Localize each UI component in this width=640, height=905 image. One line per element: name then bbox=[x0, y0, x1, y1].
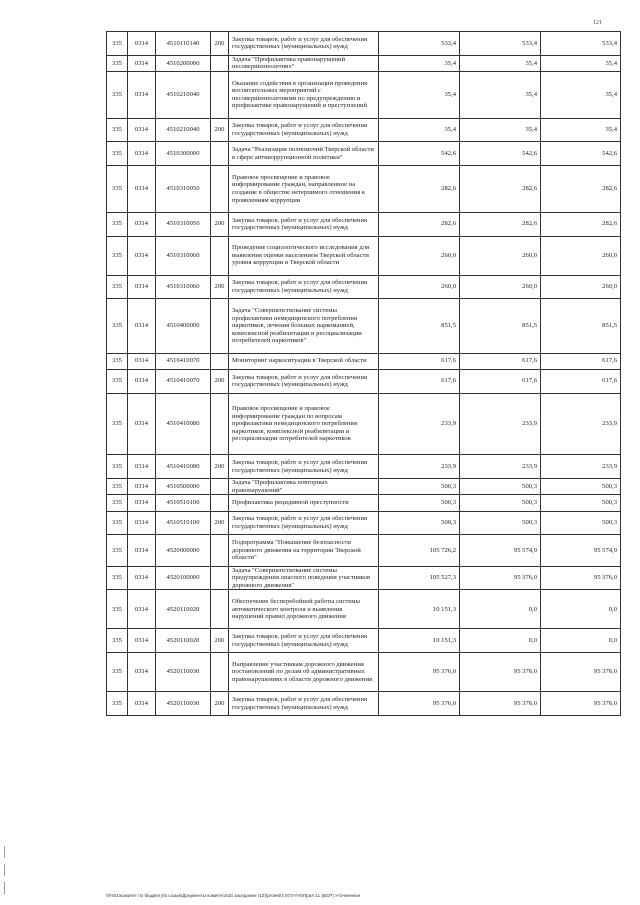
amount-year2-cell: 35,4 bbox=[460, 55, 541, 71]
expense-type-cell: 200 bbox=[211, 32, 229, 56]
item-name-cell: Мониторинг наркоситуации в Тверской области bbox=[229, 353, 379, 369]
amount-year2-cell: 233,9 bbox=[460, 393, 541, 455]
item-name-cell: Закупка товаров, работ и услуг для обеспечения государственных (муниципальных) нужд bbox=[229, 212, 379, 236]
expense-type-cell: 200 bbox=[211, 369, 229, 393]
target-article-cell: 4520110020 bbox=[156, 590, 211, 629]
ved-cell: 335 bbox=[107, 455, 128, 479]
amount-year1-cell: 35,4 bbox=[379, 55, 460, 71]
expense-type-cell bbox=[211, 495, 229, 511]
section-cell: 0314 bbox=[128, 236, 156, 275]
target-article-cell: 4510510100 bbox=[156, 495, 211, 511]
section-cell: 0314 bbox=[128, 369, 156, 393]
amount-year2-cell: 95 376,0 bbox=[460, 566, 541, 590]
ved-cell: 335 bbox=[107, 511, 128, 535]
item-name-cell: Проведение социологического исследования для выявления оценки населением Тверской области уровня коррупции в Тверской области bbox=[229, 236, 379, 275]
amount-year3-cell: 35,4 bbox=[541, 118, 621, 142]
target-article-cell: 4510500000 bbox=[156, 479, 211, 495]
target-article-cell: 4510310050 bbox=[156, 166, 211, 213]
expense-type-cell bbox=[211, 535, 229, 566]
table-row bbox=[107, 455, 621, 479]
amount-year3-cell: 260,0 bbox=[541, 236, 621, 275]
amount-year1-cell: 500,3 bbox=[379, 511, 460, 535]
target-article-cell: 4510310050 bbox=[156, 212, 211, 236]
ved-cell: 335 bbox=[107, 118, 128, 142]
amount-year2-cell: 35,4 bbox=[460, 118, 541, 142]
amount-year1-cell: 282,6 bbox=[379, 212, 460, 236]
amount-year3-cell: 542,6 bbox=[541, 142, 621, 166]
expense-type-cell bbox=[211, 166, 229, 213]
table-row bbox=[107, 590, 621, 629]
item-name-cell: Закупка товаров, работ и услуг для обеспечения государственных (муниципальных) нужд bbox=[229, 511, 379, 535]
ved-cell: 335 bbox=[107, 71, 128, 118]
item-name-cell: Задача "Совершенствование системы предупреждения опасного поведения участников дорожного движения" bbox=[229, 566, 379, 590]
expense-type-cell: 200 bbox=[211, 212, 229, 236]
section-cell: 0314 bbox=[128, 142, 156, 166]
ved-cell: 335 bbox=[107, 653, 128, 692]
item-name-cell: Закупка товаров, работ и услуг для обеспечения государственных (муниципальных) нужд bbox=[229, 692, 379, 716]
expense-type-cell bbox=[211, 566, 229, 590]
table-row bbox=[107, 236, 621, 275]
table-row bbox=[107, 535, 621, 566]
ved-cell: 335 bbox=[107, 369, 128, 393]
amount-year1-cell: 260,0 bbox=[379, 236, 460, 275]
ved-cell: 335 bbox=[107, 32, 128, 56]
item-name-cell: Задача "Совершенствование системы профилактики немедицинского потребления наркотиков, лечения больных наркоманией, комплексной реабилитации и ресоциализации потребителей наркотиков" bbox=[229, 299, 379, 353]
amount-year2-cell: 542,6 bbox=[460, 142, 541, 166]
section-cell: 0314 bbox=[128, 511, 156, 535]
amount-year1-cell: 617,6 bbox=[379, 353, 460, 369]
table-row bbox=[107, 32, 621, 56]
page-number: 121 bbox=[593, 20, 602, 26]
ved-cell: 335 bbox=[107, 692, 128, 716]
target-article-cell: 4510310060 bbox=[156, 236, 211, 275]
amount-year1-cell: 851,5 bbox=[379, 299, 460, 353]
target-article-cell: 4510200000 bbox=[156, 55, 211, 71]
section-cell: 0314 bbox=[128, 55, 156, 71]
amount-year3-cell: 35,4 bbox=[541, 71, 621, 118]
section-cell: 0314 bbox=[128, 212, 156, 236]
amount-year3-cell: 851,5 bbox=[541, 299, 621, 353]
amount-year3-cell: 233,9 bbox=[541, 393, 621, 455]
section-cell: 0314 bbox=[128, 32, 156, 56]
target-article-cell: 4520000000 bbox=[156, 535, 211, 566]
target-article-cell: 4520110030 bbox=[156, 653, 211, 692]
amount-year1-cell: 617,6 bbox=[379, 369, 460, 393]
amount-year3-cell: 95 376,0 bbox=[541, 692, 621, 716]
expense-type-cell bbox=[211, 393, 229, 455]
amount-year3-cell: 35,4 bbox=[541, 55, 621, 71]
ved-cell: 335 bbox=[107, 495, 128, 511]
item-name-cell: Задача "Профилактика повторных правонарушений" bbox=[229, 479, 379, 495]
amount-year1-cell: 233,9 bbox=[379, 393, 460, 455]
amount-year1-cell: 35,4 bbox=[379, 71, 460, 118]
target-article-cell: 4510410080 bbox=[156, 393, 211, 455]
amount-year3-cell: 95 376,0 bbox=[541, 566, 621, 590]
amount-year3-cell: 95 574,9 bbox=[541, 535, 621, 566]
section-cell: 0314 bbox=[128, 629, 156, 653]
amount-year2-cell: 95 376,0 bbox=[460, 692, 541, 716]
amount-year2-cell: 500,3 bbox=[460, 495, 541, 511]
amount-year2-cell: 233,9 bbox=[460, 455, 541, 479]
item-name-cell: Закупка товаров, работ и услуг для обеспечения государственных (муниципальных) нужд bbox=[229, 369, 379, 393]
amount-year2-cell: 260,0 bbox=[460, 275, 541, 299]
section-cell: 0314 bbox=[128, 692, 156, 716]
amount-year2-cell: 0,0 bbox=[460, 629, 541, 653]
table-row bbox=[107, 653, 621, 692]
ved-cell: 335 bbox=[107, 629, 128, 653]
expense-type-cell: 200 bbox=[211, 511, 229, 535]
expense-type-cell: 200 bbox=[211, 455, 229, 479]
target-article-cell: 4510210040 bbox=[156, 71, 211, 118]
expense-type-cell bbox=[211, 55, 229, 71]
section-cell: 0314 bbox=[128, 455, 156, 479]
table-row bbox=[107, 692, 621, 716]
table-row bbox=[107, 511, 621, 535]
table-row bbox=[107, 566, 621, 590]
amount-year3-cell: 500,3 bbox=[541, 511, 621, 535]
amount-year2-cell: 533,4 bbox=[460, 32, 541, 56]
expense-type-cell bbox=[211, 590, 229, 629]
expense-type-cell: 200 bbox=[211, 629, 229, 653]
ved-cell: 335 bbox=[107, 275, 128, 299]
amount-year1-cell: 105 527,3 bbox=[379, 566, 460, 590]
table-row bbox=[107, 299, 621, 353]
table-row bbox=[107, 479, 621, 495]
amount-year3-cell: 282,6 bbox=[541, 212, 621, 236]
amount-year3-cell: 260,0 bbox=[541, 275, 621, 299]
section-cell: 0314 bbox=[128, 479, 156, 495]
section-cell: 0314 bbox=[128, 299, 156, 353]
ved-cell: 335 bbox=[107, 55, 128, 71]
section-cell: 0314 bbox=[128, 535, 156, 566]
amount-year2-cell: 0,0 bbox=[460, 590, 541, 629]
table-row bbox=[107, 55, 621, 71]
amount-year2-cell: 851,5 bbox=[460, 299, 541, 353]
expense-type-cell bbox=[211, 653, 229, 692]
section-cell: 0314 bbox=[128, 166, 156, 213]
ved-cell: 335 bbox=[107, 535, 128, 566]
ved-cell: 335 bbox=[107, 393, 128, 455]
item-name-cell: Закупка товаров, работ и услуг для обеспечения государственных (муниципальных) нужд bbox=[229, 118, 379, 142]
target-article-cell: 4510410080 bbox=[156, 455, 211, 479]
expense-type-cell bbox=[211, 236, 229, 275]
target-article-cell: 4510300000 bbox=[156, 142, 211, 166]
target-article-cell: 4520110020 bbox=[156, 629, 211, 653]
section-cell: 0314 bbox=[128, 590, 156, 629]
expense-type-cell: 200 bbox=[211, 275, 229, 299]
target-article-cell: 4510410070 bbox=[156, 353, 211, 369]
item-name-cell: Закупка товаров, работ и услуг для обеспечения государственных (муниципальных) нужд bbox=[229, 629, 379, 653]
scan-margin-marks bbox=[0, 840, 8, 900]
footer-path: \\Fs01\комитет по бюджету\5 созыв\Документы комитета\34 заседание (12)\proekt\4 873-П-6\Прил 11 (ВСР) Уточненное bbox=[106, 893, 361, 898]
ved-cell: 335 bbox=[107, 353, 128, 369]
target-article-cell: 4510400000 bbox=[156, 299, 211, 353]
amount-year2-cell: 617,6 bbox=[460, 369, 541, 393]
expense-type-cell bbox=[211, 353, 229, 369]
item-name-cell: Задача "Профилактика правонарушений несовершеннолетних" bbox=[229, 55, 379, 71]
amount-year2-cell: 260,0 bbox=[460, 236, 541, 275]
amount-year1-cell: 105 726,2 bbox=[379, 535, 460, 566]
ved-cell: 335 bbox=[107, 479, 128, 495]
item-name-cell: Профилактика рецидивной преступности bbox=[229, 495, 379, 511]
target-article-cell: 4520100000 bbox=[156, 566, 211, 590]
amount-year1-cell: 35,4 bbox=[379, 118, 460, 142]
table-row bbox=[107, 212, 621, 236]
table-body bbox=[107, 32, 621, 716]
table-row bbox=[107, 71, 621, 118]
ved-cell: 335 bbox=[107, 142, 128, 166]
item-name-cell: Закупка товаров, работ и услуг для обеспечения государственных (муниципальных) нужд bbox=[229, 455, 379, 479]
section-cell: 0314 bbox=[128, 71, 156, 118]
ved-cell: 335 bbox=[107, 212, 128, 236]
table-row bbox=[107, 629, 621, 653]
amount-year2-cell: 617,6 bbox=[460, 353, 541, 369]
amount-year3-cell: 233,9 bbox=[541, 455, 621, 479]
amount-year3-cell: 500,3 bbox=[541, 495, 621, 511]
amount-year3-cell: 282,6 bbox=[541, 166, 621, 213]
section-cell: 0314 bbox=[128, 495, 156, 511]
section-cell: 0314 bbox=[128, 566, 156, 590]
budget-table bbox=[106, 31, 621, 716]
amount-year2-cell: 500,3 bbox=[460, 511, 541, 535]
ved-cell: 335 bbox=[107, 236, 128, 275]
target-article-cell: 4520110030 bbox=[156, 692, 211, 716]
target-article-cell: 4510210040 bbox=[156, 118, 211, 142]
amount-year3-cell: 617,6 bbox=[541, 353, 621, 369]
table-row bbox=[107, 353, 621, 369]
item-name-cell: Подпрограмма "Повышение безопасности дорожного движения на территории Тверской области" bbox=[229, 535, 379, 566]
amount-year3-cell: 533,4 bbox=[541, 32, 621, 56]
amount-year2-cell: 95 376,0 bbox=[460, 653, 541, 692]
table-row bbox=[107, 118, 621, 142]
item-name-cell: Задача "Реализация полномочий Тверской области в сфере антикоррупционной политики" bbox=[229, 142, 379, 166]
item-name-cell: Правовое просвещение и правовое информирование граждан, направленное на создание в обществе нетерпимого отношения к проявлениям коррупции bbox=[229, 166, 379, 213]
amount-year1-cell: 500,3 bbox=[379, 495, 460, 511]
amount-year1-cell: 282,6 bbox=[379, 166, 460, 213]
item-name-cell: Направление участникам дорожного движения постановлений по делам об административных правонарушениях в области дорожного движения bbox=[229, 653, 379, 692]
expense-type-cell bbox=[211, 479, 229, 495]
table-row bbox=[107, 393, 621, 455]
amount-year1-cell: 233,9 bbox=[379, 455, 460, 479]
ved-cell: 335 bbox=[107, 590, 128, 629]
expense-type-cell bbox=[211, 299, 229, 353]
amount-year2-cell: 282,6 bbox=[460, 166, 541, 213]
amount-year3-cell: 0,0 bbox=[541, 590, 621, 629]
amount-year2-cell: 500,3 bbox=[460, 479, 541, 495]
amount-year2-cell: 35,4 bbox=[460, 71, 541, 118]
ved-cell: 335 bbox=[107, 299, 128, 353]
expense-type-cell: 200 bbox=[211, 692, 229, 716]
amount-year2-cell: 95 574,9 bbox=[460, 535, 541, 566]
amount-year1-cell: 500,3 bbox=[379, 479, 460, 495]
section-cell: 0314 bbox=[128, 393, 156, 455]
amount-year1-cell: 10 151,3 bbox=[379, 590, 460, 629]
section-cell: 0314 bbox=[128, 653, 156, 692]
expense-type-cell: 200 bbox=[211, 118, 229, 142]
amount-year3-cell: 95 376,0 bbox=[541, 653, 621, 692]
amount-year1-cell: 10 151,3 bbox=[379, 629, 460, 653]
table-row bbox=[107, 166, 621, 213]
amount-year1-cell: 95 376,0 bbox=[379, 692, 460, 716]
amount-year1-cell: 260,0 bbox=[379, 275, 460, 299]
target-article-cell: 4510310060 bbox=[156, 275, 211, 299]
amount-year3-cell: 617,6 bbox=[541, 369, 621, 393]
amount-year1-cell: 533,4 bbox=[379, 32, 460, 56]
amount-year2-cell: 282,6 bbox=[460, 212, 541, 236]
amount-year1-cell: 95 376,0 bbox=[379, 653, 460, 692]
amount-year1-cell: 542,6 bbox=[379, 142, 460, 166]
item-name-cell: Оказание содействия в организации проведения воспитательных мероприятий с несовершеннолетними по предупреждению и профилактике правонарушений и преступлений bbox=[229, 71, 379, 118]
ved-cell: 335 bbox=[107, 566, 128, 590]
target-article-cell: 4510110140 bbox=[156, 32, 211, 56]
table-row bbox=[107, 142, 621, 166]
amount-year3-cell: 0,0 bbox=[541, 629, 621, 653]
amount-year3-cell: 500,3 bbox=[541, 479, 621, 495]
item-name-cell: Закупка товаров, работ и услуг для обеспечения государственных (муниципальных) нужд bbox=[229, 32, 379, 56]
expense-type-cell bbox=[211, 71, 229, 118]
table-row bbox=[107, 369, 621, 393]
section-cell: 0314 bbox=[128, 118, 156, 142]
table-row bbox=[107, 495, 621, 511]
table-row bbox=[107, 275, 621, 299]
item-name-cell: Правовое просвещение и правовое информирование граждан по вопросам профилактики немедицинского потребления наркотиков, комплексной реабилитации и ресоциализации потребителей наркотиков bbox=[229, 393, 379, 455]
target-article-cell: 4510410070 bbox=[156, 369, 211, 393]
section-cell: 0314 bbox=[128, 353, 156, 369]
target-article-cell: 4510510100 bbox=[156, 511, 211, 535]
expense-type-cell bbox=[211, 142, 229, 166]
section-cell: 0314 bbox=[128, 275, 156, 299]
item-name-cell: Обеспечение бесперебойной работы системы автоматического контроля и выявления нарушений правил дорожного движения bbox=[229, 590, 379, 629]
ved-cell: 335 bbox=[107, 166, 128, 213]
item-name-cell: Закупка товаров, работ и услуг для обеспечения государственных (муниципальных) нужд bbox=[229, 275, 379, 299]
